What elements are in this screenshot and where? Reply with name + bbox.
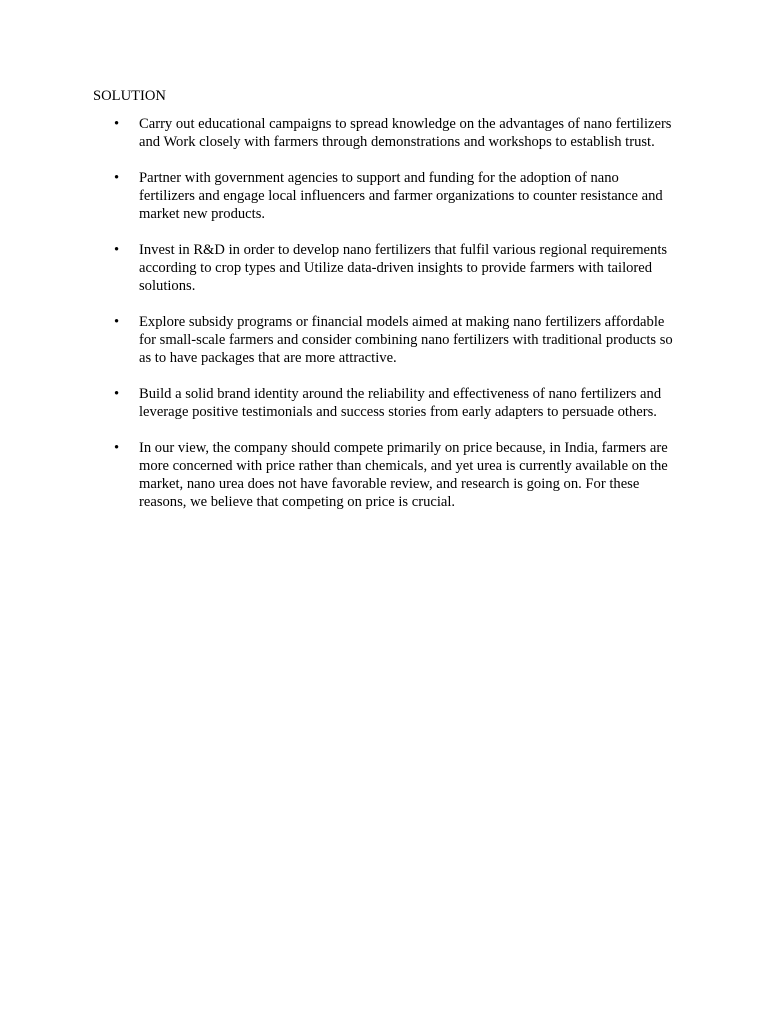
bullet-icon: • <box>114 440 120 456</box>
bullet-icon: • <box>114 242 120 258</box>
bullet-item <box>0 169 768 223</box>
bullet-text: In our view, the company should compete primarily on price because, in India, farmers are more concerned with price rather than chemicals, and yet urea is currently available on the market, nano urea does not have favorable review, and research is going on. For these reasons, we believe that competing on price is crucial. <box>139 440 668 510</box>
bullet-item <box>0 385 768 421</box>
bullet-icon: • <box>114 386 120 402</box>
section-heading: SOLUTION <box>93 88 166 104</box>
bullet-item <box>0 313 768 367</box>
bullet-icon: • <box>114 116 120 132</box>
bullet-item <box>0 241 768 295</box>
bullet-text: Carry out educational campaigns to spread knowledge on the advantages of nano fertilizers and Work closely with farmers through demonstrations and workshops to establish trust. <box>139 116 672 150</box>
bullet-icon: • <box>114 314 120 330</box>
solution-bullet-list <box>0 115 768 529</box>
bullet-text: Explore subsidy programs or financial models aimed at making nano fertilizers affordable for small-scale farmers and consider combining nano fertilizers with traditional products so as to have packages that are more attractive. <box>139 314 673 366</box>
bullet-item <box>0 439 768 511</box>
bullet-icon: • <box>114 170 120 186</box>
bullet-text: Build a solid brand identity around the reliability and effectiveness of nano fertilizers and leverage positive testimonials and success stories from early adapters to persuade others. <box>139 386 662 420</box>
bullet-item <box>0 115 768 151</box>
bullet-text: Partner with government agencies to support and funding for the adoption of nano fertilizers and engage local influencers and farmer organizations to counter resistance and market new products. <box>139 170 663 222</box>
bullet-text: Invest in R&D in order to develop nano fertilizers that fulfil various regional requirements according to crop types and Utilize data-driven insights to provide farmers with tailored solutions. <box>139 242 668 294</box>
